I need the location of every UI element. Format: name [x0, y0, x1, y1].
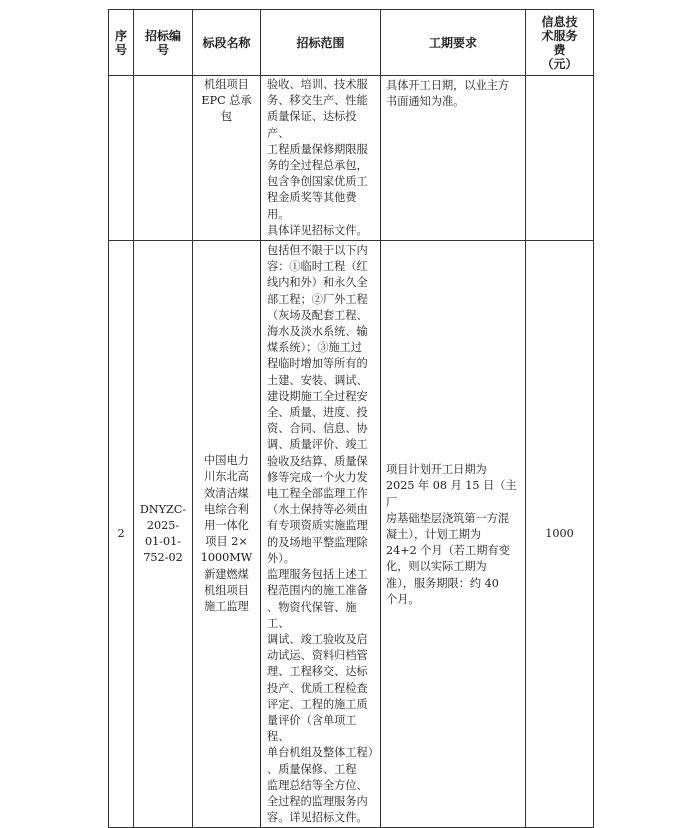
text-line: 电综合利	[204, 502, 249, 516]
header-fee-line: （元）	[541, 56, 578, 71]
text-line: 程范围内的施工准备	[267, 584, 368, 598]
cell-scope	[261, 241, 381, 828]
header-period: 工期要求	[381, 10, 526, 76]
text-line: 2025 年 08 月 15 日（主厂	[386, 479, 517, 509]
text-line: 、物资代保管、施工、	[267, 600, 357, 630]
header-code	[134, 10, 193, 76]
cell-section	[193, 241, 261, 828]
text-line: 用一体化	[204, 518, 249, 532]
cell-seq: 2	[109, 241, 134, 828]
header-scope: 招标范围	[261, 10, 381, 76]
text-line: 质量保证、达标投产、	[267, 110, 357, 140]
text-line: 效清洁煤	[204, 486, 249, 500]
text-line: 单台机组及整体工程）	[267, 746, 379, 760]
text-line: 线内和外）和永久全	[267, 276, 368, 290]
text-line: 全过程的监理服务内	[267, 794, 368, 808]
header-seq-line: 序	[114, 28, 127, 43]
cell-code	[134, 241, 193, 828]
text-line: 凝土），计划工期为	[386, 528, 482, 542]
text-line: 程临时增加等所有的	[267, 357, 368, 371]
text-line: 的及场地平整监理除	[267, 535, 368, 549]
text-line: 1000MW	[200, 551, 253, 565]
text-line: 建设期施工全过程安	[267, 389, 368, 403]
scope-paragraph-2	[267, 567, 377, 826]
text-line: 理、工程移交、达标	[267, 665, 368, 679]
text-line: 中国电力	[204, 454, 249, 468]
header-seq	[109, 10, 134, 76]
text-line: 新建燃煤	[204, 567, 249, 581]
header-code-line: 招标编	[144, 28, 181, 43]
text-line: 有专项资质实施监理	[267, 519, 368, 533]
text-line: 务的全过程总承包，	[267, 159, 368, 173]
text-line: 房基础垫层浇筑第一方混	[386, 511, 510, 525]
text-line: 外）。	[267, 551, 295, 565]
text-line: 24+2 个月（若工期有变	[386, 544, 510, 558]
text-line: 程金质奖等其他费用。	[267, 191, 357, 221]
text-line: 具体详见招标文件。	[267, 223, 368, 237]
text-line: 包括但不限于以下内	[267, 244, 368, 258]
text-line: 量评价（含单项工程、	[267, 713, 357, 744]
cell-period	[381, 241, 526, 828]
text-line: 煤系统）；③施工过	[267, 341, 363, 355]
cell-section	[193, 76, 261, 241]
header-section: 标段名称	[193, 10, 261, 76]
cell-fee	[526, 76, 594, 241]
text-line: 项目 2×	[205, 535, 248, 549]
text-line: 电工程全部监理工作	[267, 487, 368, 501]
text-line: 土建、安装、调试、	[267, 373, 368, 387]
text-line: DNYZC-	[139, 502, 187, 516]
text-line: 监理服务包括上述工	[267, 568, 368, 582]
text-line: 监理总结等全方位、	[267, 778, 368, 792]
cell-seq	[109, 76, 134, 241]
text-line: 调试、竣工验收及启	[267, 632, 368, 646]
cell-code	[134, 76, 193, 241]
header-seq-line: 号	[114, 42, 127, 57]
tender-table	[108, 9, 594, 828]
text-line: 验收及结算、质量保	[267, 454, 368, 468]
text-line: 投产、优质工程检查	[267, 681, 368, 695]
cell-fee: 1000	[526, 241, 594, 828]
text-line: 修等完成一个火力发	[267, 470, 368, 484]
text-line: 容。详见招标文件。	[267, 811, 368, 825]
cell-period	[381, 76, 526, 241]
header-fee-line: 费	[553, 42, 566, 57]
text-line: 包	[220, 110, 233, 124]
header-fee-line: 信息技	[541, 14, 578, 29]
text-line: 机组项目	[204, 78, 249, 91]
text-line: 项目计划开工日期为	[386, 463, 487, 477]
text-line: 资、合同、信息、协	[267, 422, 368, 436]
text-line: 、质量保修、工程	[267, 762, 357, 776]
text-line: EPC 总承	[201, 94, 252, 108]
text-line: 具体开工日期，以业主方	[386, 79, 510, 92]
text-line: 评定、工程的施工质	[267, 697, 368, 711]
header-fee-line: 术服务	[541, 28, 578, 43]
text-line: 化，则以实际工期为	[386, 560, 487, 574]
text-line: 全、质量、进度、投	[267, 406, 368, 420]
text-line: 务、移交生产、性能	[267, 94, 368, 108]
text-line: 个月。	[386, 592, 420, 606]
text-line: 海水及淡水系统、输	[267, 325, 368, 339]
text-line: 01-01-	[144, 535, 182, 549]
table-row-2	[109, 241, 594, 828]
text-line: 动试运、资料归档管	[267, 649, 368, 663]
text-line: 部工程；②厂外工程	[267, 292, 368, 306]
text-line: 川东北高	[204, 470, 249, 484]
text-line: 752-02	[143, 551, 183, 565]
text-line: 工程质量保修期限服	[267, 142, 368, 156]
header-fee	[526, 10, 594, 76]
header-code-line: 号	[156, 42, 169, 57]
cell-scope	[261, 76, 381, 241]
table-row-continued	[109, 76, 594, 241]
text-line: 容：①临时工程（红	[267, 260, 368, 274]
text-line: （灰场及配套工程、	[267, 308, 368, 322]
text-line: 包含争创国家优质工	[267, 175, 368, 189]
text-line: 2025-	[146, 518, 180, 532]
scope-paragraph-1	[267, 243, 377, 567]
text-line: 验收、培训、技术服	[267, 78, 368, 91]
text-line: 准），服务期限：约 40	[386, 576, 499, 590]
header-row	[109, 10, 594, 76]
text-line: 机组项目	[204, 583, 249, 597]
text-line: 调、质量评价、竣工	[267, 438, 368, 452]
text-line: （水土保持等必须由	[267, 503, 368, 517]
text-line: 施工监理	[204, 600, 249, 613]
text-line: 书面通知为准。	[386, 95, 465, 109]
